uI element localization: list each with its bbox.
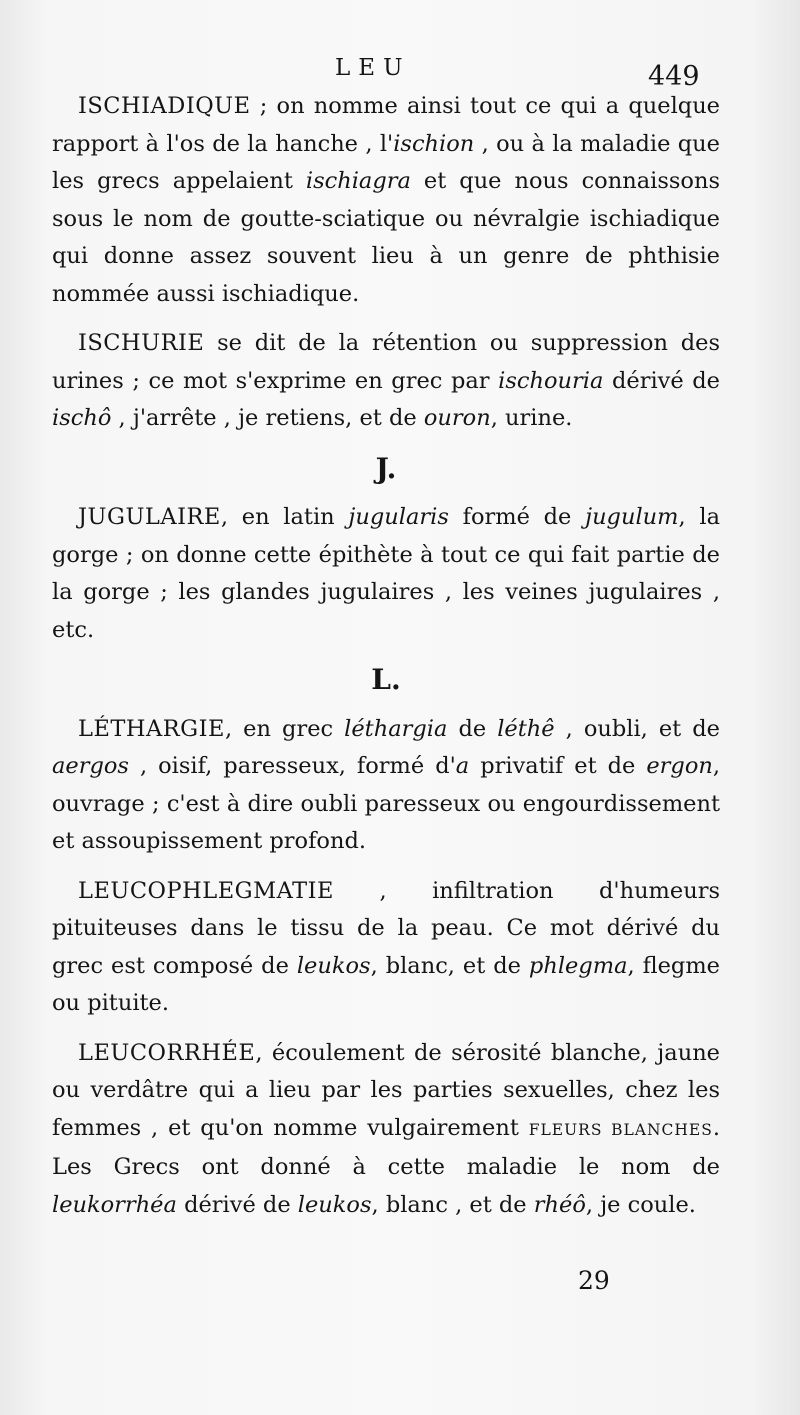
entry-text: , ouvrage ; c'est à dire oubli paresseux ou engourdissement et assoupissement profond.: [52, 753, 721, 854]
entry-term: phlegma: [528, 952, 628, 979]
entry-text: , urine.: [490, 405, 573, 431]
entry-text: , infiltration d'humeurs pituiteuses dans le tissu de la peau. Ce mot dérivé du grec est composé de: [52, 877, 720, 979]
entry-ischiadique: [52, 88, 720, 313]
entry-leucorrhee: [52, 1035, 720, 1225]
entry-text: , flegme ou pituite.: [52, 952, 720, 1016]
entry-term: léthargia: [344, 715, 448, 742]
entry-headword: ISCHURIE: [78, 330, 205, 356]
entry-term: jugulum: [585, 504, 679, 530]
entry-term: léthê: [497, 715, 555, 742]
entry-text: , la gorge ; on donne cette épithète à tout ce qui fait partie de la gorge ; les glandes jugulaires , les veines jugulaires , etc.: [52, 504, 720, 643]
entry-text: ; on nomme ainsi tout ce qui a quelque rapport à l'os de la hanche , l': [52, 93, 720, 157]
section-letter-l: L.: [371, 663, 401, 696]
entry-ischurie: [52, 325, 720, 438]
entry-text: , ou à la maladie que les grecs appelaient: [52, 130, 720, 194]
entry-text: , blanc , et de: [371, 1191, 534, 1218]
entry-term: jugularis: [348, 504, 449, 530]
entry-term: aergos: [52, 753, 129, 779]
entry-headword: LEUCORRHÉE: [78, 1039, 256, 1066]
entry-text: dérivé de: [176, 1191, 298, 1218]
entry-text: , j'arrête , je retiens, et de: [111, 405, 424, 431]
entry-headword: LEUCOPHLEGMATIE: [78, 877, 334, 904]
entry-leucophlegmatie: [52, 873, 720, 1023]
entry-text: , oubli, et de: [554, 715, 720, 742]
entry-term: ischiagra: [305, 168, 411, 194]
entry-lethargie: [52, 711, 720, 861]
entry-headword: ISCHIADIQUE: [78, 93, 251, 119]
entry-term: leukos: [297, 1191, 372, 1218]
entry-text: formé de: [448, 504, 586, 530]
page-text: [52, 88, 720, 1236]
section-letter-j: J.: [375, 451, 397, 485]
entry-headword: LÉTHARGIE: [78, 715, 225, 742]
entry-text: se dit de la rétention ou suppression des urines ; ce mot s'exprime en grec par: [52, 330, 720, 394]
signature-mark: 29: [578, 1266, 610, 1295]
entry-text: , écoulement de sérosité blanche, jaune ou verdâtre qui a lieu par les parties sexuelles, chez les femmes , et qu'on nomme vulgairement: [52, 1039, 720, 1141]
entry-text: dérivé de: [603, 367, 720, 394]
entry-text: privatif et de: [469, 753, 647, 779]
entry-text: . Les Grecs ont donné à cette maladie le nom de: [52, 1114, 721, 1180]
entry-text: et que nous connaissons sous le nom de goutte-sciatique ou névralgie ischiadique qui donne assez souvent lieu à un genre de phthisie nommée aussi ischiadique.: [52, 168, 720, 307]
entry-text: , je coule.: [585, 1191, 696, 1218]
entry-term: ischô: [52, 405, 112, 431]
entry-headword: JUGULAIRE: [78, 504, 221, 530]
entry-term: ischouria: [498, 367, 604, 394]
entry-text: , blanc, et de: [370, 952, 529, 979]
entry-term: ouron: [423, 405, 491, 431]
page-number: 449: [648, 61, 700, 92]
entry-text: de: [447, 715, 498, 742]
entry-term: leukos: [296, 952, 371, 979]
entry-text: , oisif, paresseux, formé d': [128, 753, 456, 779]
entry-term: rhéô: [533, 1191, 586, 1218]
entry-term: ischion: [393, 130, 475, 157]
entry-term: ergon: [646, 753, 713, 779]
entry-small-caps: FLEURS BLANCHES: [528, 1120, 713, 1139]
entry-term: a: [455, 753, 470, 779]
entry-text: , en grec: [224, 715, 345, 742]
entry-term: leukorrhéa: [52, 1191, 177, 1218]
entry-jugulaire: [52, 499, 720, 649]
entry-text: , en latin: [220, 504, 349, 530]
running-head-title: LEU: [335, 55, 411, 81]
